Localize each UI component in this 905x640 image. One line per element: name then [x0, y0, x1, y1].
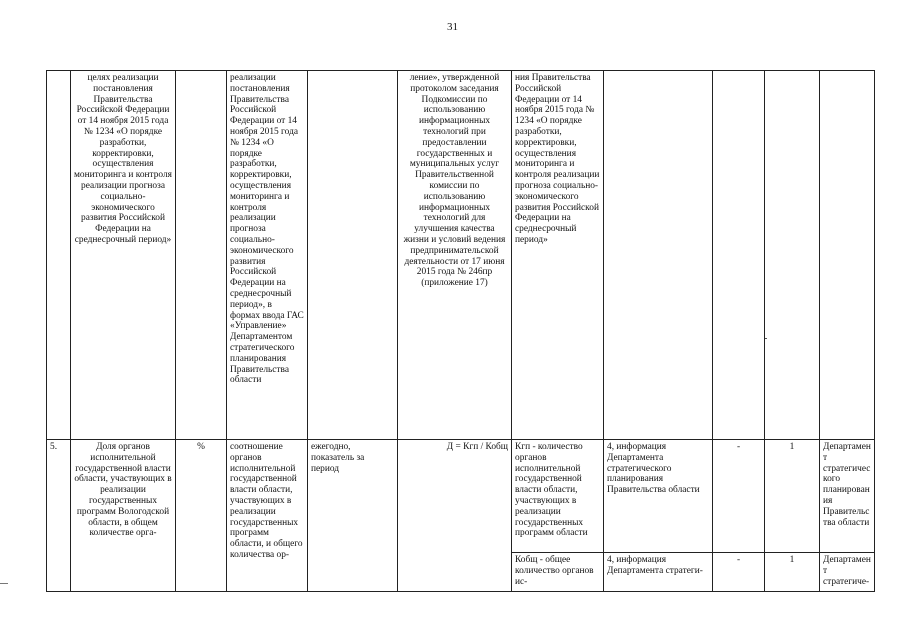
unit-cell	[176, 71, 227, 440]
variable-cell: ния Правительства Российской Федерации от 14 ноября 2015 года № 1234 «О порядке разработки, корректировки, осуществления мониторинга и контроля реализации прогноза социально-экономического развития Российской Федерации на среднесрочный период»	[512, 71, 604, 440]
formula-cell: Д = Кгп / Кобщ	[398, 440, 512, 592]
indicator-table	[46, 70, 875, 592]
period-cell: ежегодно, показатель за период	[308, 440, 398, 592]
source-cell	[604, 71, 713, 440]
row-number-cell	[47, 71, 71, 440]
unit-cell: %	[176, 440, 227, 592]
value-cell: -	[713, 553, 765, 592]
indicator-name-cell: целях реализации постановления Правительства Российской Федерации от 14 ноября 2015 года № 1234 «О порядке разработки, корректировки, осуществления мониторинга и контроля реализации прогноза социально-экономического развития Российской Федерации на среднесрочный период»	[71, 71, 176, 440]
table-row	[47, 71, 875, 440]
source-cell: 4, информация Департамента стратеги-	[604, 553, 713, 592]
definition-cell: реализации постановления Правительства Российской Федерации от 14 ноября 2015 года № 1234 «О порядке разработки, корректировки, осуществления мониторинга и контроля реализации прогноза социально-экономического развития Российской Федерации на среднесрочный период», в формах ввода ГАС «Управление» Департаментом стратегического планирования Правительства области	[227, 71, 308, 440]
responsible-cell: Департамент стратегического планирования Правительства области	[820, 440, 875, 553]
table-row	[47, 440, 875, 553]
definition-cell: соотношение органов исполнительной государственной власти области, участвующих в реализации государственных программ области, и общего количества ор-	[227, 440, 308, 592]
value-cell	[765, 71, 820, 440]
page-number: 31	[447, 21, 458, 33]
source-cell: 4, информация Департамента стратегического планирования Правительства области	[604, 440, 713, 553]
value-cell: -	[713, 440, 765, 553]
variable-cell: Кобщ - общее количество органов ис-	[512, 553, 604, 592]
responsible-cell	[820, 71, 875, 440]
responsible-cell: Департамент стратегиче-	[820, 553, 875, 592]
value-cell	[713, 71, 765, 440]
value-cell: 1	[765, 440, 820, 553]
period-cell	[308, 71, 398, 440]
variable-cell: Кгп - количество органов исполнительной государственной власти области, участвующих в реализации государственных программ области	[512, 440, 604, 553]
scan-mark	[0, 583, 8, 584]
formula-cell: ление», утвержденной протоколом заседания Подкомиссии по использованию информационных технологий при предоставлении государственных и муниципальных услуг Правительственной комиссии по использованию информационных технологий для улучшения качества жизни и условий ведения предпринимательской деятельности от 17 июня 2015 года № 246пр (приложение 17)	[398, 71, 512, 440]
row-number-cell: 5.	[47, 440, 71, 592]
indicator-name-cell: Доля органов исполнительной государственной власти области, участвующих в реализации государственных программ Вологодской области, в общем количестве орга-	[71, 440, 176, 592]
value-cell: 1	[765, 553, 820, 592]
